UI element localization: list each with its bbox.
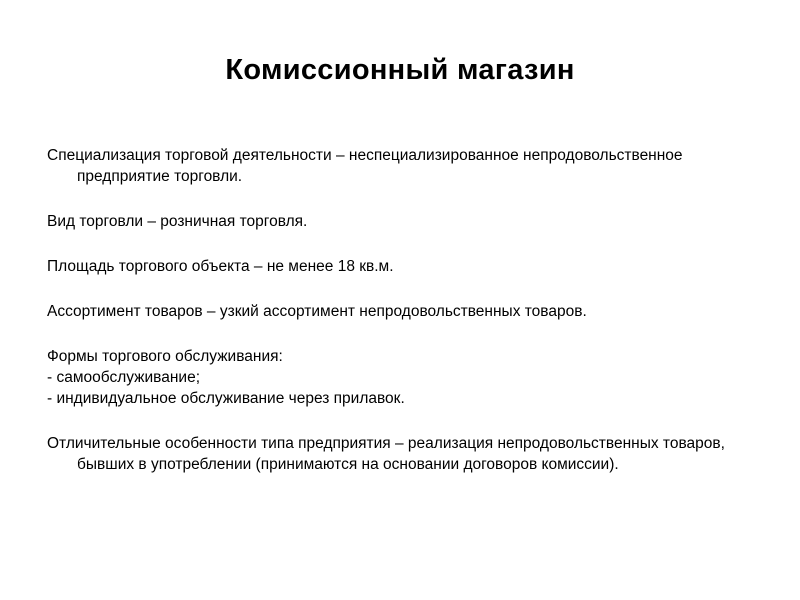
spacer bbox=[47, 409, 767, 433]
list-item-counter-service: - индивидуальное обслуживание через прилавок. bbox=[47, 390, 405, 407]
paragraph-specialization: Специализация торговой деятельности – неспециализированное непродовольственное предприятие торговли. bbox=[47, 147, 683, 185]
spacer bbox=[47, 322, 767, 346]
paragraph-features: Отличительные особенности типа предприятия – реализация непродовольственных товаров, бывших в употреблении (принимаются на основании договоров комиссии). bbox=[47, 435, 725, 473]
spacer bbox=[47, 187, 767, 211]
spacer bbox=[47, 232, 767, 256]
slide-content bbox=[47, 145, 767, 475]
paragraph-trade-type: Вид торговли – розничная торговля. bbox=[47, 213, 308, 230]
list-item-self-service: - самообслуживание; bbox=[47, 369, 201, 386]
paragraph-service-forms: Формы торгового обслуживания: bbox=[47, 348, 283, 365]
paragraph-area: Площадь торгового объекта – не менее 18 кв.м. bbox=[47, 258, 394, 275]
paragraph-assortment: Ассортимент товаров – узкий ассортимент непродовольственных товаров. bbox=[47, 303, 587, 320]
spacer bbox=[47, 277, 767, 301]
slide-title: Комиссионный магазин bbox=[225, 54, 575, 86]
